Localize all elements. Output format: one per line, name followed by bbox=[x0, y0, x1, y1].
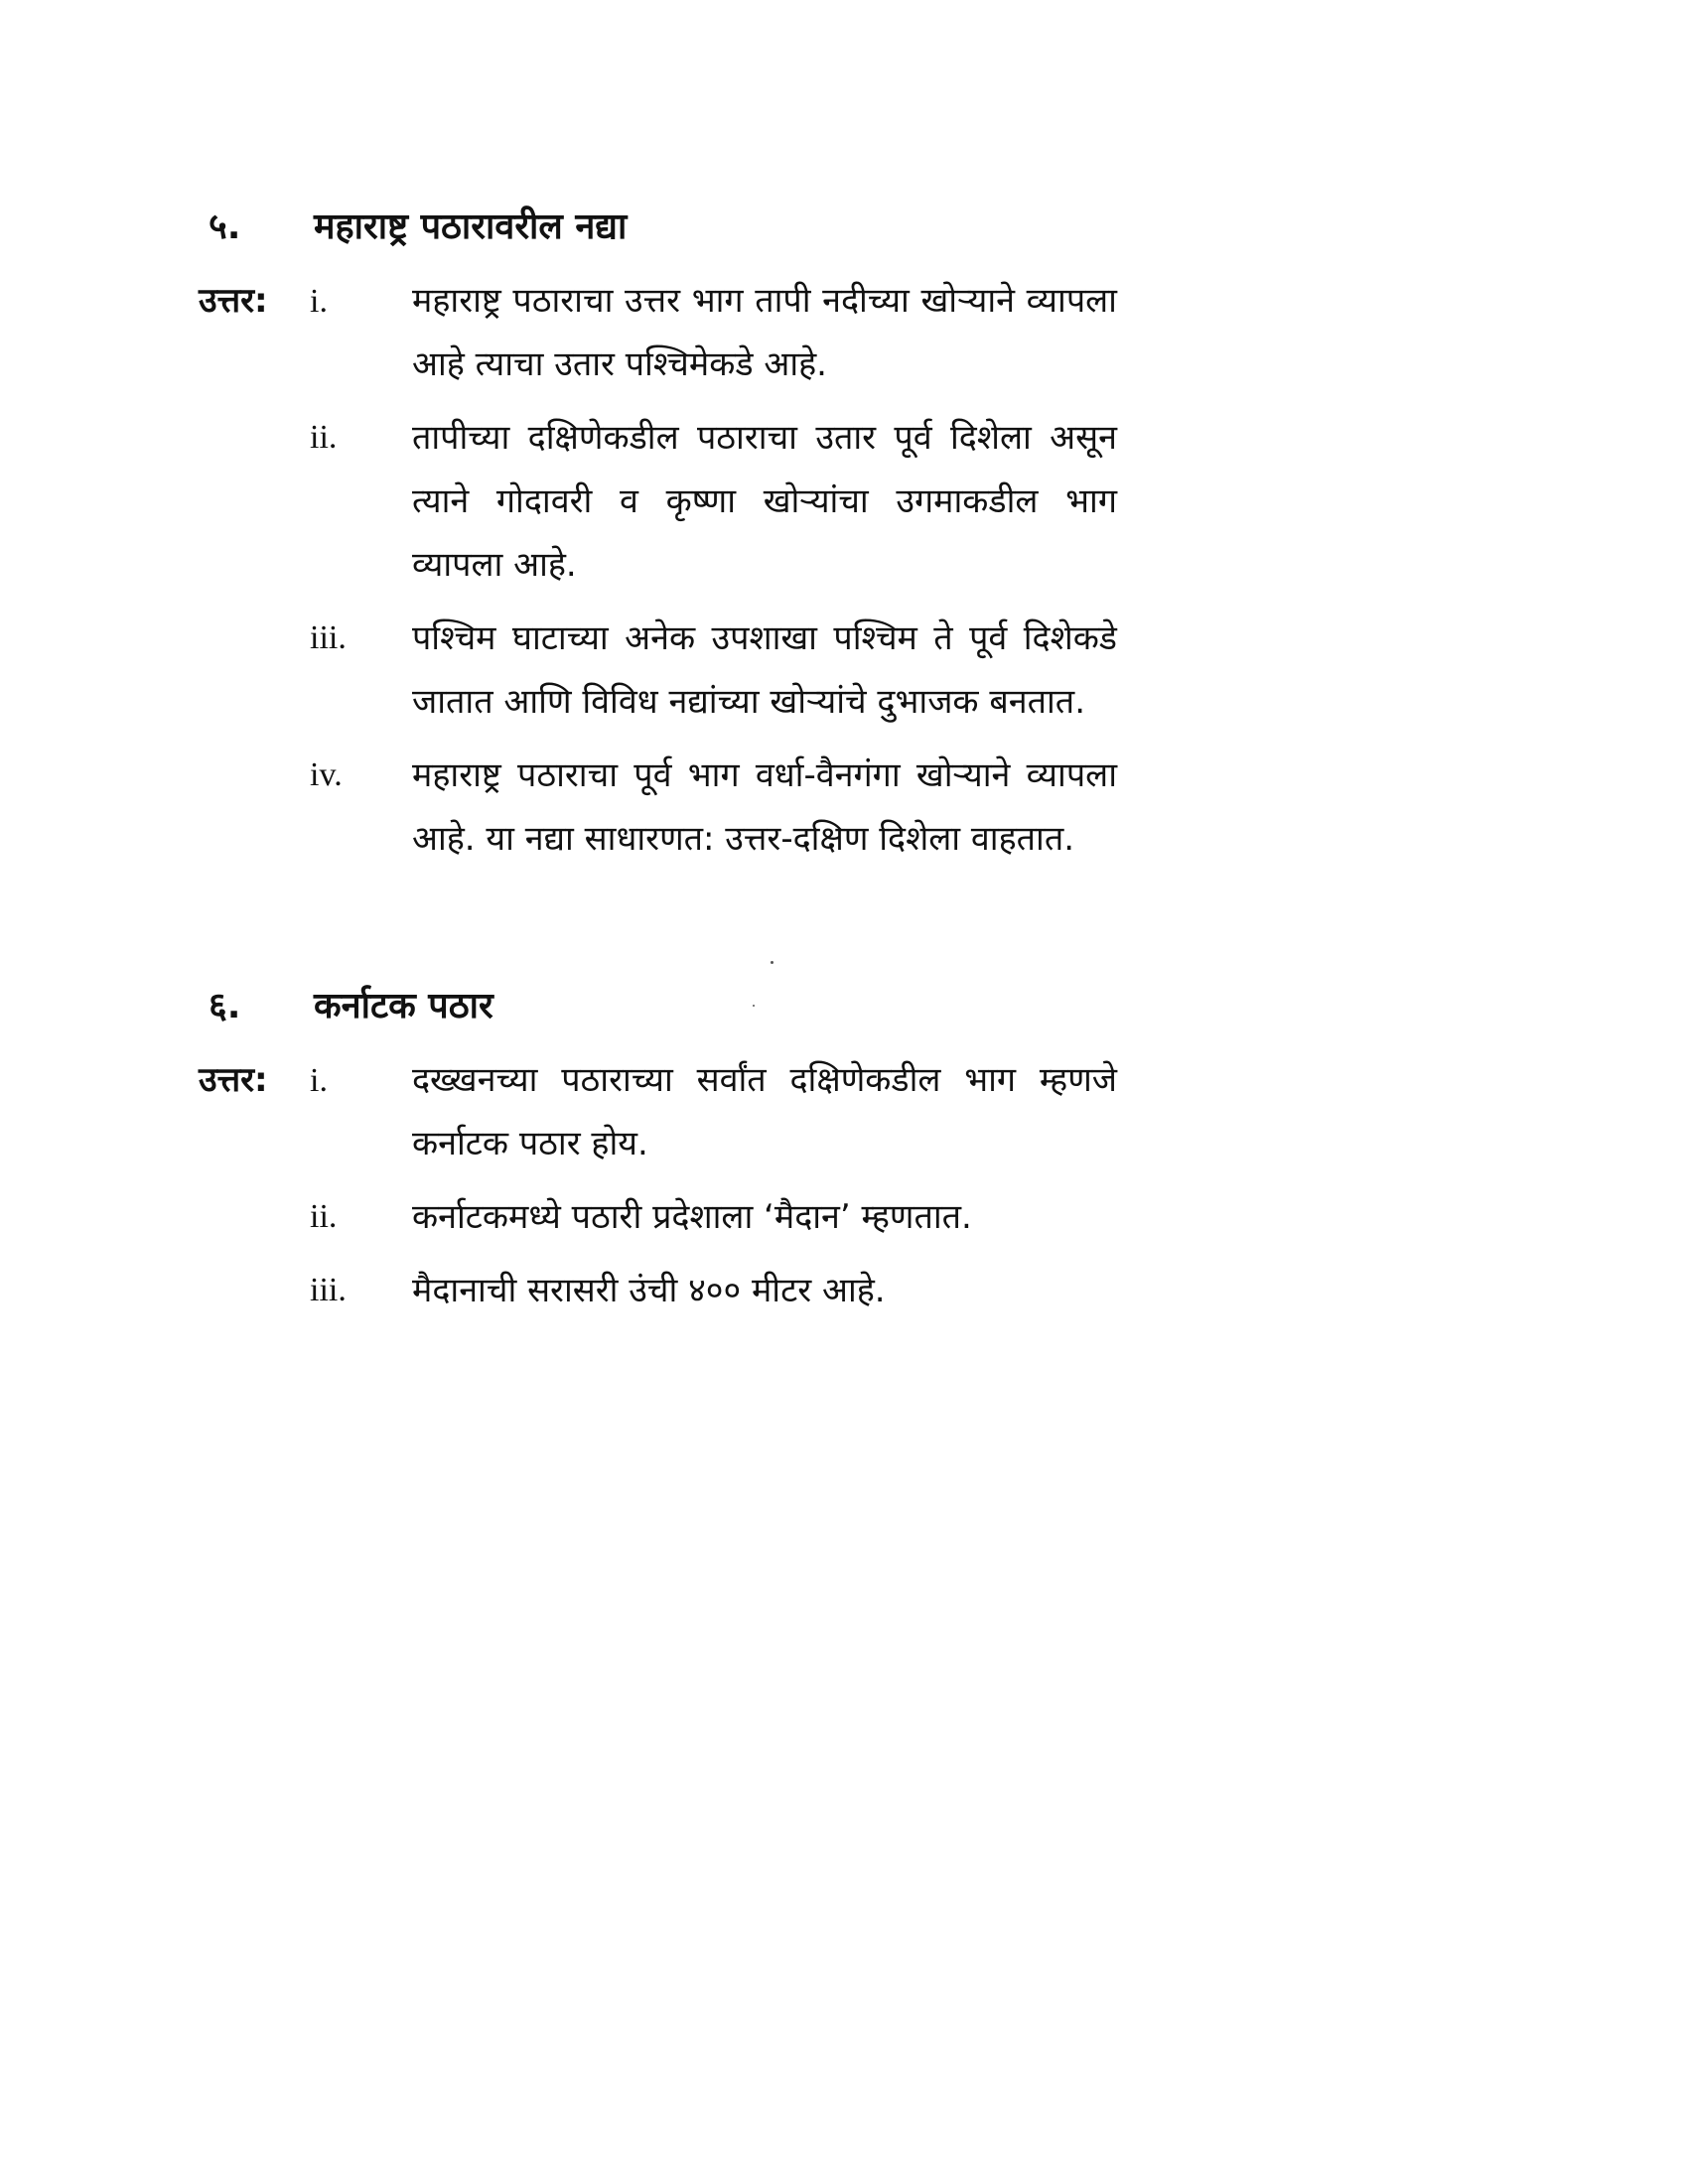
item-numeral: iii. bbox=[310, 1272, 347, 1308]
answer-item bbox=[199, 269, 1132, 396]
answer-item bbox=[199, 1259, 1132, 1322]
answer-block bbox=[199, 1048, 1132, 1322]
item-text: तापीच्या दक्षिणेकडील पठाराचा उतार पूर्व दिशेला असून त्याने गोदावरी व कृष्णा खोऱ्यांचा उगमाकडील भाग व्यापला आहे. bbox=[412, 418, 1117, 585]
item-numeral: ii. bbox=[310, 1198, 338, 1235]
scan-speck bbox=[771, 961, 774, 964]
answer-label: उत्तर: bbox=[199, 281, 268, 321]
item-text: कर्नाटकमध्ये पठारी प्रदेशाला ‘मैदान’ म्हणतात. bbox=[412, 1197, 972, 1237]
section-6 bbox=[199, 983, 1132, 1332]
section-title: महाराष्ट्र पठारावरील नद्या bbox=[314, 206, 628, 247]
answer-item bbox=[199, 1185, 1132, 1249]
item-numeral: iii. bbox=[310, 619, 347, 656]
section-5 bbox=[199, 204, 1132, 881]
section-heading bbox=[199, 204, 1132, 251]
section-number: ५. bbox=[209, 206, 241, 247]
section-title: कर्नाटक पठार bbox=[314, 986, 493, 1026]
item-numeral: ii. bbox=[310, 419, 338, 456]
answer-item bbox=[199, 744, 1132, 871]
item-text: महाराष्ट्र पठाराचा उत्तर भाग तापी नदीच्या खोऱ्याने व्यापला आहे त्याचा उतार पश्चिमेकडे आहे. bbox=[412, 281, 1117, 384]
section-heading bbox=[199, 983, 1132, 1030]
item-text: मैदानाची सरासरी उंची ४०० मीटर आहे. bbox=[412, 1271, 886, 1310]
answer-item bbox=[199, 1048, 1132, 1175]
item-text: दख्खनच्या पठाराच्या सर्वांत दक्षिणेकडील भाग म्हणजे कर्नाटक पठार होय. bbox=[412, 1060, 1117, 1163]
answer-item bbox=[199, 406, 1132, 597]
item-numeral: i. bbox=[310, 283, 328, 320]
item-text: महाराष्ट्र पठाराचा पूर्व भाग वर्धा-वैनगंगा खोऱ्याने व्यापला आहे. या नद्या साधारणत: उत्तर-दक्षिण दिशेला वाहतात. bbox=[412, 755, 1117, 859]
item-numeral: i. bbox=[310, 1062, 328, 1099]
section-number: ६. bbox=[209, 986, 241, 1026]
answer-item bbox=[199, 607, 1132, 734]
item-numeral: iv. bbox=[310, 756, 343, 793]
answer-block bbox=[199, 269, 1132, 871]
answer-label: उत्तर: bbox=[199, 1060, 268, 1100]
item-text: पश्चिम घाटाच्या अनेक उपशाखा पश्चिम ते पूर्व दिशेकडे जातात आणि विविध नद्यांच्या खोऱ्यांचे दुभाजक बनतात. bbox=[412, 618, 1117, 722]
